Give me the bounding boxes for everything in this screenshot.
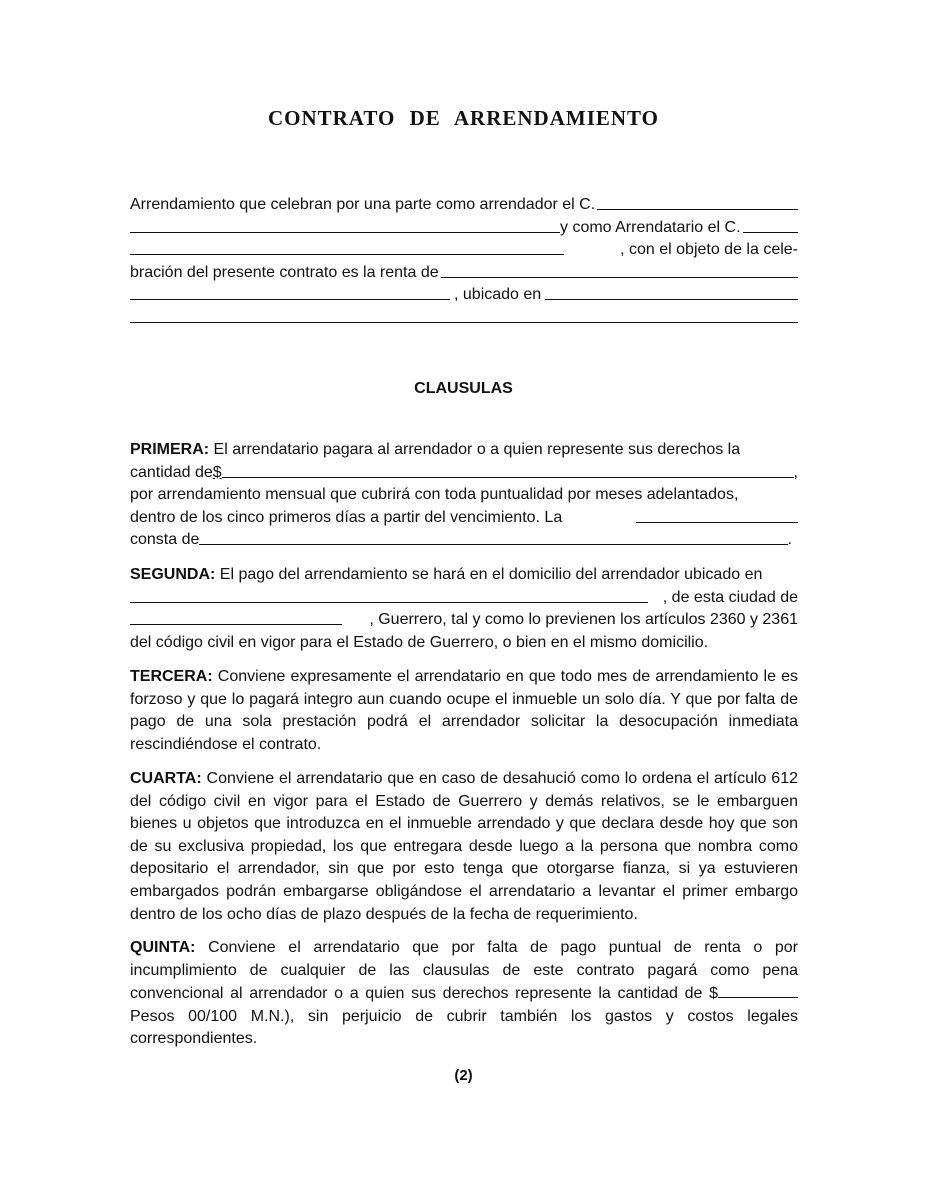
primera-line-2: [130, 462, 798, 485]
clauses-heading: CLAUSULAS: [414, 380, 513, 397]
quinta-text-a: Conviene el arrendatario que por falta de pago puntual de renta o por incumplimiento de cualquier de las clausulas de este contrato pagará como pena convencional al arrendador o a quien sus derechos represente la cantidad de $: [130, 939, 798, 1003]
clause-tercera: [130, 666, 798, 756]
blank-domicilio: [130, 587, 648, 603]
intro-line-5: [130, 284, 798, 307]
primera-label: PRIMERA:: [130, 441, 210, 458]
intro-line-4: [130, 262, 798, 285]
primera-text-4: dentro de los cinco primeros días a partir del vencimiento. La: [130, 508, 563, 526]
blank-la: [636, 507, 798, 523]
segunda-text-3: , Guerrero, tal y como lo previenen los artículos 2360 y 2361: [369, 611, 798, 629]
tercera-text: Conviene expresamente el arrendatario en que todo mes de arrendamiento le es forzoso y que lo pagará integro aun cuando ocupe el inmueble un solo día. Y que por falta de pago de una sola prestación podrá el arrendador solicitar la desocupación inmediata rescindiéndose el contrato.: [130, 668, 798, 753]
primera-text-5a: consta de: [130, 531, 200, 549]
primera-line-1: [130, 439, 798, 462]
blank-renta-cont: [130, 284, 450, 300]
tercera-label: TERCERA:: [130, 668, 213, 685]
intro-text-5: , ubicado en: [454, 286, 542, 304]
segunda-label: SEGUNDA:: [130, 566, 216, 583]
primera-line-4: [130, 507, 798, 530]
intro-line-6: [130, 307, 798, 330]
intro-text-4: bración del presente contrato es la renta de: [130, 263, 439, 281]
blank-pena: [718, 982, 798, 998]
segunda-line-3: [130, 609, 798, 632]
cuarta-label: CUARTA:: [130, 770, 202, 787]
blank-arrendatario: [743, 217, 798, 233]
primera-text-1: El arrendatario pagara al arrendador o a quien represente sus derechos la: [209, 441, 741, 458]
intro-line-3: [130, 239, 798, 262]
segunda-text-1: El pago del arrendamiento se hará en el domicilio del arrendador ubicado en: [215, 566, 763, 583]
blank-consta: [199, 529, 787, 545]
intro-line-1: [130, 194, 798, 217]
quinta-label: QUINTA:: [130, 939, 196, 956]
blank-ciudad: [130, 609, 342, 625]
primera-text-2c: ,: [793, 463, 798, 481]
segunda-line-1: [130, 564, 798, 587]
intro-line-2: [130, 217, 798, 240]
clause-segunda: [130, 564, 798, 654]
intro-text-2: y como Arrendatario el C.: [560, 218, 741, 236]
clause-quinta: [130, 937, 798, 1051]
segunda-text-2: , de esta ciudad de: [662, 588, 798, 606]
page-number: (2): [454, 1067, 473, 1084]
intro-text-3: , con el objeto de la cele-: [620, 241, 798, 259]
cuarta-text: Conviene el arrendatario que en caso de desahució como lo ordena el artículo 612 del código civil en vigor para el Estado de Guerrero y demás relativos, se le embarguen bienes u objetos que introduzca en el inmueble arrendado y que declara desde hoy que son de su exclusiva propiedad, los que entregara desde luego a la persona que nombra como depositario el arrendador, sin que por esto tenga que otorgarse fianza, si ya estuvieren embargados podrán embargarse obligándose el arrendatario a levantar el primer embargo dentro de los ocho días de plazo después de la fecha de requerimiento.: [130, 770, 798, 923]
intro-paragraph: [130, 194, 798, 330]
intro-text-1: Arrendamiento que celebran por una parte como arrendador el C.: [130, 196, 596, 213]
blank-arrendador: [597, 194, 798, 210]
blank-ubicacion: [545, 284, 798, 300]
blank-cantidad: [222, 462, 794, 478]
primera-dollar: $: [212, 463, 222, 481]
clause-primera: [130, 439, 798, 552]
primera-text-2a: cantidad de: [130, 463, 213, 481]
clause-cuarta: [130, 768, 798, 926]
blank-renta: [441, 262, 798, 278]
primera-line-5: [130, 529, 798, 552]
segunda-line-4: del código civil en vigor para el Estado de Guerrero, o bien en el mismo domicilio.: [130, 633, 709, 651]
primera-text-5b: .: [787, 531, 792, 549]
segunda-line-2: [130, 587, 798, 610]
document-title: CONTRATO DE ARRENDAMIENTO: [267, 106, 660, 130]
quinta-text-b: Pesos 00/100 M.N.), sin perjuicio de cubrir también los gastos y costos legales correspondientes.: [130, 1007, 798, 1048]
blank-ubicacion-cont: [130, 307, 798, 323]
blank-arrendatario-name: [130, 239, 564, 255]
primera-line-3: por arrendamiento mensual que cubrirá con toda puntualidad por meses adelantados,: [130, 486, 739, 504]
blank-arrendador-name: [130, 217, 560, 233]
